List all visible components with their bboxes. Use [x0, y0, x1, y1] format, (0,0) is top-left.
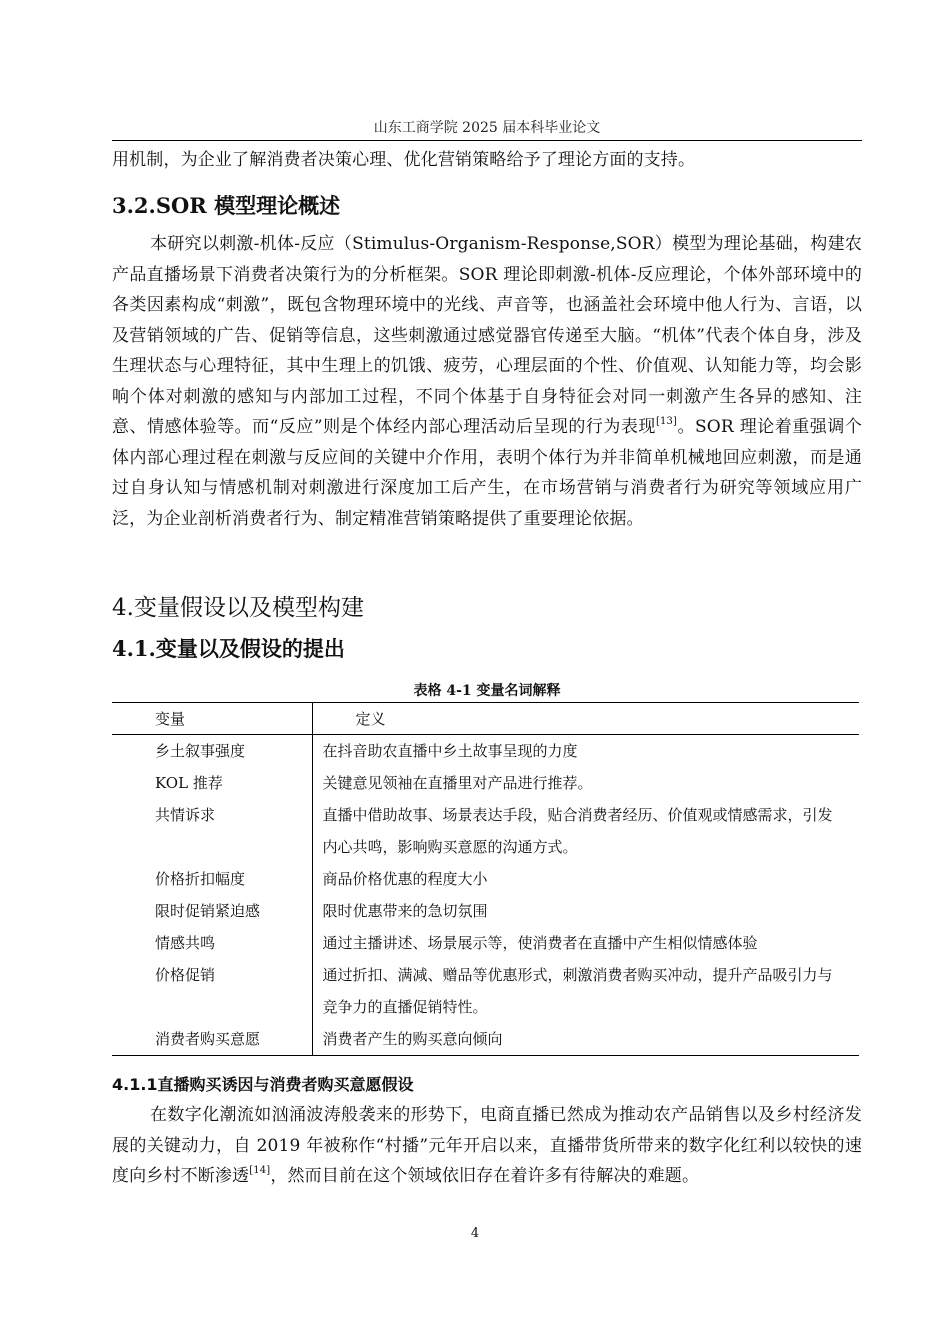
variable-cell: 限时促销紧迫感	[155, 902, 261, 920]
definition-cell: 通过折扣、满减、赠品等优惠形式，刺激消费者购买冲动，提升产品吸引力与竞争力的直播促销特性。	[312, 959, 859, 1023]
variable-cell: 情感共鸣	[155, 934, 216, 952]
definition-cell: 限时优惠带来的急切氛围	[312, 895, 859, 927]
table-row	[112, 1023, 859, 1056]
section-4-1-heading: 4.1.变量以及假设的提出	[112, 636, 345, 661]
variable-cell: KOL 推荐	[155, 774, 223, 792]
section-3-2-heading: 3.2.SOR 模型理论概述	[112, 193, 341, 218]
table-row	[112, 767, 859, 799]
running-header: 山东工商学院 2025 届本科毕业论文	[373, 120, 601, 136]
livestream-paragraph	[112, 1100, 862, 1192]
sor-paragraph-tail: 。SOR 理论着重强调个体内部心理过程在刺激与反应间的关键中介作用，表明个体行为并非简单机械地回应刺激，而是通过自身认知与情感机制对刺激进行深度加工后产生，在市场营销与消费者行为研究等领域应用广泛，为企业剖析消费者行为、制定精准营销策略提供了重要理论依据。	[112, 417, 862, 529]
section-4-1-1-paragraph	[112, 1100, 862, 1192]
sor-paragraph	[112, 229, 862, 534]
variable-cell: 价格折扣幅度	[155, 870, 246, 888]
section-3-2-paragraph	[112, 229, 862, 534]
intro-paragraph	[112, 145, 862, 176]
livestream-paragraph-tail: ，然而目前在这个领域依旧存在着许多有待解决的难题。	[270, 1166, 700, 1186]
citation-13: [13]	[655, 416, 678, 427]
table-row	[112, 863, 859, 895]
table-row	[112, 927, 859, 959]
header-variable: 变量	[112, 703, 312, 735]
variable-table	[112, 702, 859, 1056]
table-row	[112, 895, 859, 927]
variable-cell: 乡土叙事强度	[155, 742, 246, 760]
definition-cell: 在抖音助农直播中乡土故事呈现的力度	[312, 735, 859, 768]
section-4-heading: 4.变量假设以及模型构建	[112, 595, 364, 621]
table-caption: 表格 4-1 变量名词解释	[413, 683, 561, 699]
livestream-paragraph-main: 在数字化潮流如汹涌波涛般袭来的形势下，电商直播已然成为推动农产品销售以及乡村经济发展的关键动力，自 2019 年被称作“村播”元年开启以来，直播带货所带来的数字化红利以较快的速度向乡村不断渗透	[112, 1105, 862, 1186]
variable-cell: 共情诉求	[155, 806, 216, 824]
definition-cell: 消费者产生的购买意向倾向	[312, 1023, 859, 1056]
table-header-row	[112, 703, 859, 735]
variable-cell: 价格促销	[155, 966, 216, 984]
header-definition: 定义	[312, 703, 859, 735]
table-row	[112, 959, 859, 1023]
citation-14: [14]	[249, 1165, 271, 1176]
header-rule	[112, 140, 862, 141]
page-number: 4	[470, 1226, 480, 1241]
definition-cell: 直播中借助故事、场景表达手段，贴合消费者经历、价值观或情感需求，引发内心共鸣，影响购买意愿的沟通方式。	[312, 799, 859, 863]
definition-cell: 商品价格优惠的程度大小	[312, 863, 859, 895]
definition-cell: 通过主播讲述、场景展示等，使消费者在直播中产生相似情感体验	[312, 927, 859, 959]
definition-cell: 关键意见领袖在直播里对产品进行推荐。	[312, 767, 859, 799]
variable-cell: 消费者购买意愿	[112, 1023, 312, 1056]
section-4-1-1-heading: 4.1.1直播购买诱因与消费者购买意愿假设	[112, 1075, 414, 1094]
table-row	[112, 799, 859, 863]
intro-text: 用机制，为企业了解消费者决策心理、优化营销策略给予了理论方面的支持。	[112, 150, 696, 170]
table-row	[112, 735, 859, 768]
sor-paragraph-main: 本研究以刺激-机体-反应（Stimulus-Organism-Response,SOR）模型为理论基础，构建农产品直播场景下消费者决策行为的分析框架。SOR 理论即刺激-机体-反应理论，个体外部环境中的各类因素构成“刺激”，既包含物理环境中的光线、声音等，也涵盖社会环境中他人行为、言语，以及营销领域的广告、促销等信息，这些刺激通过感觉器官传递至大脑。“机体”代表个体自身，涉及生理状态与心理特征，其中生理上的饥饿、疲劳，心理层面的个性、价值观、认知能力等，均会影响个体对刺激的感知与内部加工过程，不同个体基于自身特征会对同一刺激产生各异的感知、注意、情感体验等。而“反应”则是个体经内部心理活动后呈现的行为表现	[112, 234, 862, 437]
